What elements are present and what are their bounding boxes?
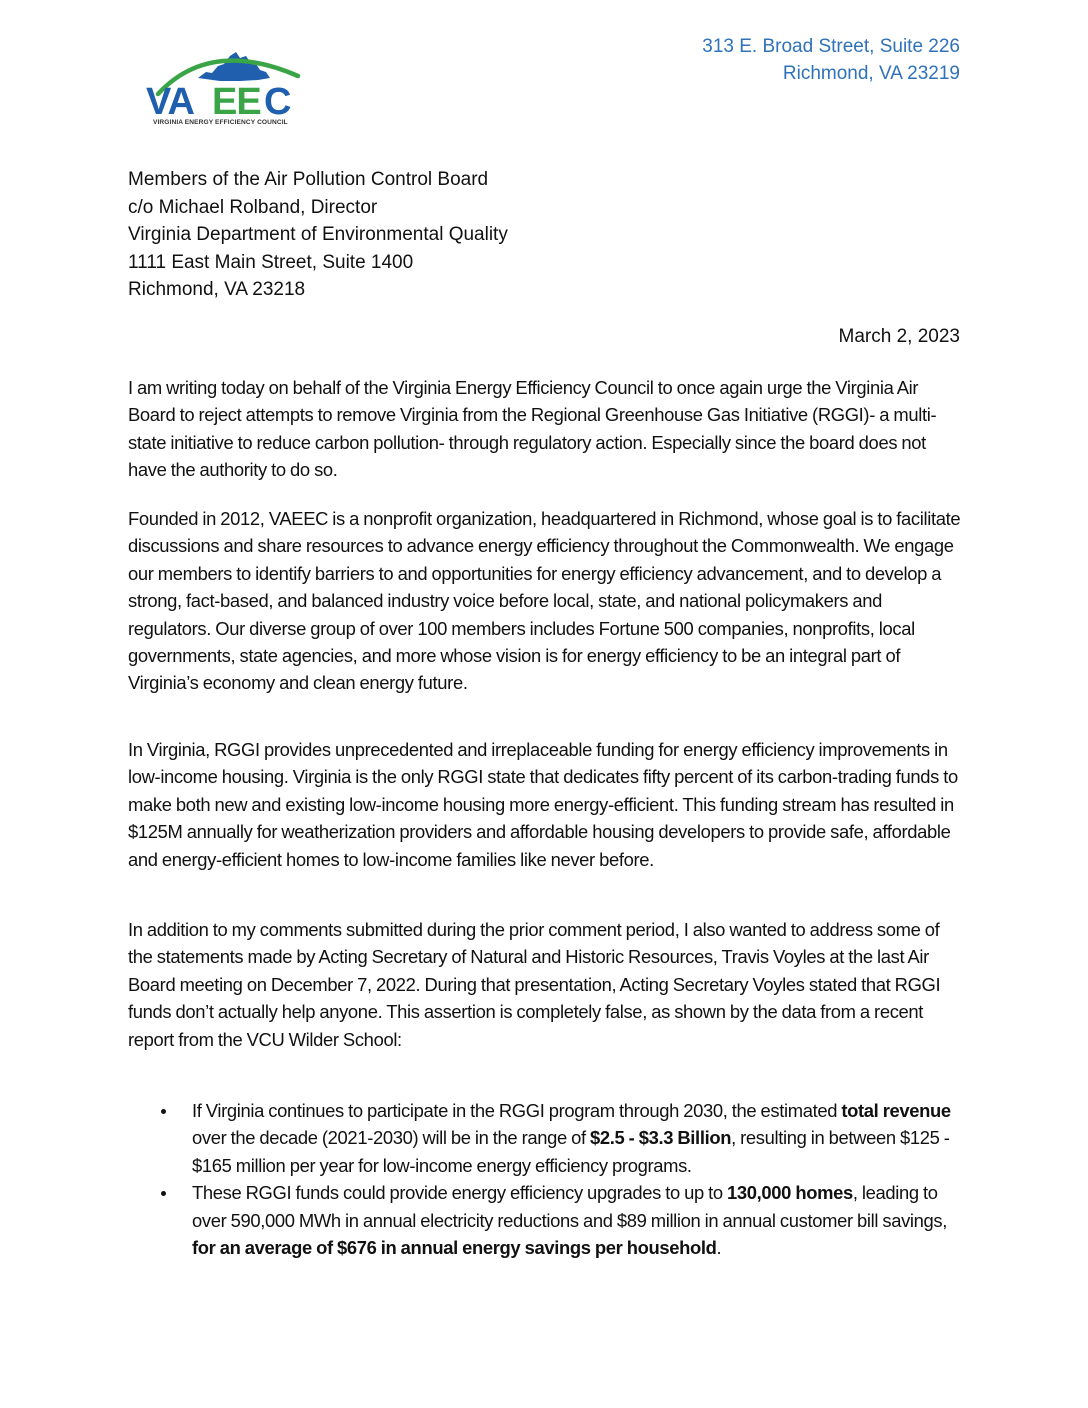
recipient-line: Richmond, VA 23218: [128, 279, 306, 300]
letter-date: March 2, 2023: [838, 326, 960, 347]
paragraph-rggi-funding: In Virginia, RGGI provides unprecedented and irreplaceable funding for energy efficiency improvements in low-income housing. Virginia is the only RGGI state that dedicates fifty percent of its carbon-trading funds to make both new and existing low-income housing more energy-efficient. This funding stream has resulted in $125M annually for weatherization providers and affordable housing developers to provide safe, affordable and energy-efficient homes to low-income families like never before.: [128, 739, 958, 870]
bullet-icon: [161, 1109, 166, 1114]
recipient-line: Members of the Air Pollution Control Board: [128, 169, 489, 190]
recipient-line: c/o Michael Rolband, Director: [128, 196, 378, 218]
bullet-icon: [161, 1191, 166, 1196]
bullet-list: [128, 1097, 962, 1261]
bullet-item: If Virginia continues to participate in the RGGI program through 2030, the estimated total revenue over the decade (2021-2030) will be in the range of $2.5 - $3.3 Billion, resulting in between $125 - $165 million per year for low-income energy efficiency programs.: [128, 1097, 962, 1179]
paragraph-response: In addition to my comments submitted during the prior comment period, I also wanted to address some of the statements made by Acting Secretary of Natural and Historic Resources, Travis Voyles at the last Air Board meeting on December 7, 2022. During that presentation, Acting Secretary Voyles stated that RGGI funds don’t actually help anyone. This assertion is completely false, as shown by the data from a recent report from the VCU Wilder School:: [128, 919, 941, 1050]
sender-address: [702, 33, 960, 87]
recipient-line: Virginia Department of Environmental Quality: [128, 224, 508, 245]
sender-address-line1: 313 E. Broad Street, Suite 226: [702, 36, 960, 57]
vaeec-logo: [140, 42, 310, 126]
paragraph-intro: I am writing today on behalf of the Virginia Energy Efficiency Council to once again urge the Virginia Air Board to reject attempts to remove Virginia from the Regional Greenhouse Gas Initiative (RGGI)- a multi-state initiative to reduce carbon pollution- through regulatory action. Especially since the board does not have the authority to do so.: [128, 377, 937, 481]
bullet-item: These RGGI funds could provide energy efficiency upgrades to up to 130,000 homes, leading to over 590,000 MWh in annual electricity reductions and $89 million in annual customer bill savings, for an average of $676 in annual energy savings per household.: [128, 1179, 962, 1261]
svg-text:VA: VA: [146, 81, 194, 123]
recipient-line: 1111 East Main Street, Suite 1400: [128, 251, 414, 273]
paragraph-about-vaeec: Founded in 2012, VAEEC is a nonprofit organization, headquartered in Richmond, whose goal is to facilitate discussions and share resources to advance energy efficiency throughout the Commonwealth. We engage our members to identify barriers to and opportunities for energy efficiency advancement, and to develop a strong, fact-based, and balanced industry voice before local, state, and national policymakers and regulators. Our diverse group of over 100 members includes Fortune 500 companies, nonprofits, local governments, state agencies, and more whose vision is for energy efficiency to be an integral part of Virginia’s economy and clean energy future.: [128, 508, 961, 694]
recipient-block: [128, 166, 508, 304]
svg-text:C: C: [264, 81, 292, 123]
vaeec-logo-icon: [140, 42, 310, 126]
svg-text:VIRGINIA ENERGY EFFICIENCY COU: VIRGINIA ENERGY EFFICIENCY COUNCIL: [153, 119, 288, 126]
sender-address-line2: Richmond, VA 23219: [782, 63, 960, 84]
svg-text:EE: EE: [212, 81, 261, 123]
